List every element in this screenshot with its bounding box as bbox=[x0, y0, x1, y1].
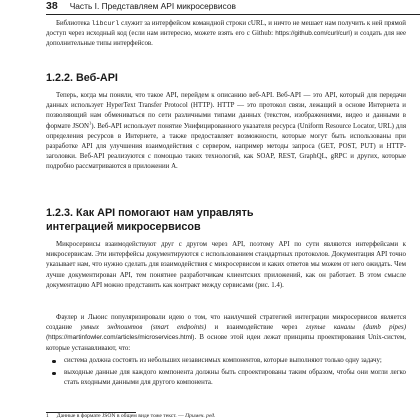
running-header bbox=[46, 0, 420, 15]
editor-note: Примеч. ред. bbox=[185, 413, 216, 419]
intro-text-3: ) и создать для нее дополнительные типы интерфейсов. bbox=[46, 30, 407, 48]
dumb-pipes-term: глупые каналы (dumb pipes) bbox=[305, 324, 407, 332]
web-api-text-end: ). Веб-API использует понятие Унифицированного указателя ресурса (Uniform Resource Locator, URL) для определения ресурсов в Интернете, а также предоставляет возможности, которые могут быть использованы при разработке API для улучшения взаимодействия с сервером, например методы запроса (GET, POST, PUT) и HTTP-заголовки. Веб-API реализуются с помощью таких технологий, как SOAP, REST, GraphQL, gRPC и других, которые подробно рассматриваются в приложении А. bbox=[46, 122, 407, 171]
libcurl-code: libcurl bbox=[91, 20, 120, 27]
unix-principles-list bbox=[46, 356, 406, 391]
fowler-text-3: . В основе этой идеи лежат принципы проектирования Unix-систем, которые устанавливают, что: bbox=[46, 334, 406, 352]
bullet-icon bbox=[52, 360, 56, 364]
intro-paragraph bbox=[46, 19, 406, 50]
smart-endpoints-term: умных эндпоинтов (smart endpoints) bbox=[80, 324, 207, 332]
web-api-paragraph bbox=[46, 91, 406, 173]
web-api-text: Теперь, когда мы поняли, что такое API, перейдем к описанию веб-API. Веб-API — это API, который для передачи данных использует HyperText Transfer Protocol (HTTP). HTTP — это протокол связи, лежащий в основе Интернета и позволяющий нам обмениваться по сети различными типами данных (текстом, изображениями, видео и данными в формате JSON bbox=[46, 92, 406, 130]
footnote-text: Данные в формате JSON в общем виде тоже текст. — bbox=[56, 413, 186, 419]
section-heading-web-api: 1.2.2. Веб-API bbox=[46, 72, 118, 84]
footnote bbox=[46, 413, 406, 420]
chapter-title: Часть I. Представляем API микросервисов bbox=[69, 1, 236, 11]
microservices-paragraph bbox=[46, 240, 406, 291]
list-item bbox=[46, 356, 406, 366]
heading-line-2: интеграцией микросервисов bbox=[46, 221, 201, 233]
heading-line-1: 1.2.3. Как API помогают нам управлять bbox=[46, 207, 254, 219]
page-number: 38 bbox=[46, 0, 58, 12]
list-item bbox=[46, 368, 406, 388]
fowler-paragraph bbox=[46, 313, 406, 354]
fowler-text-2: и взаимодействие через bbox=[206, 324, 306, 332]
intro-text-1: Библиотека bbox=[56, 20, 92, 27]
list-item-text: выходные данные для каждого компонента должны быть спроектированы таким образом, чтобы они могли легко стать входными данными для другого компонента. bbox=[64, 369, 406, 387]
footnote-number: 1 bbox=[46, 413, 49, 419]
microservices-text: Микросервисы взаимодействуют друг с другом через API, поэтому API по сути являются интерфейсами к микросервисам. Эти интерфейсы документируются с использованием стандартных протоколов. Документация API точно указывает нам, что нужно сделать для взаимодействия с микросервисом и каких ответов мы можем от него ожидать. Чем лучше документирован API, тем понятнее разработчикам клиентских приложений, как он работает. В этом смысле документацию API можно представить как контракт между сервисами (рис. 1.4). bbox=[46, 241, 406, 289]
intro-text-2: служит за интерфейсом командной строки cURL, и ничто не мешает нам получить к ней прямой доступ через исходный код (если нам интересно, можете взять его с Github: bbox=[46, 20, 406, 38]
section-heading-microservices bbox=[46, 206, 406, 234]
github-link[interactable]: https://github.com/curl/curl bbox=[275, 30, 350, 38]
bullet-icon bbox=[52, 372, 56, 376]
fowler-article-link[interactable]: (https://martinfowler.com/articles/microservices.html) bbox=[46, 334, 195, 342]
footnote-mark[interactable]: 1 bbox=[88, 120, 92, 126]
fowler-text-1: Фаулер и Льюис популяризировали идею о том, что наилучшей стратегией интеграции микросервисов является создание bbox=[46, 314, 406, 332]
list-item-text: система должна состоять из небольших независимых компонентов, которые выполняют только одну задачу; bbox=[64, 357, 382, 364]
